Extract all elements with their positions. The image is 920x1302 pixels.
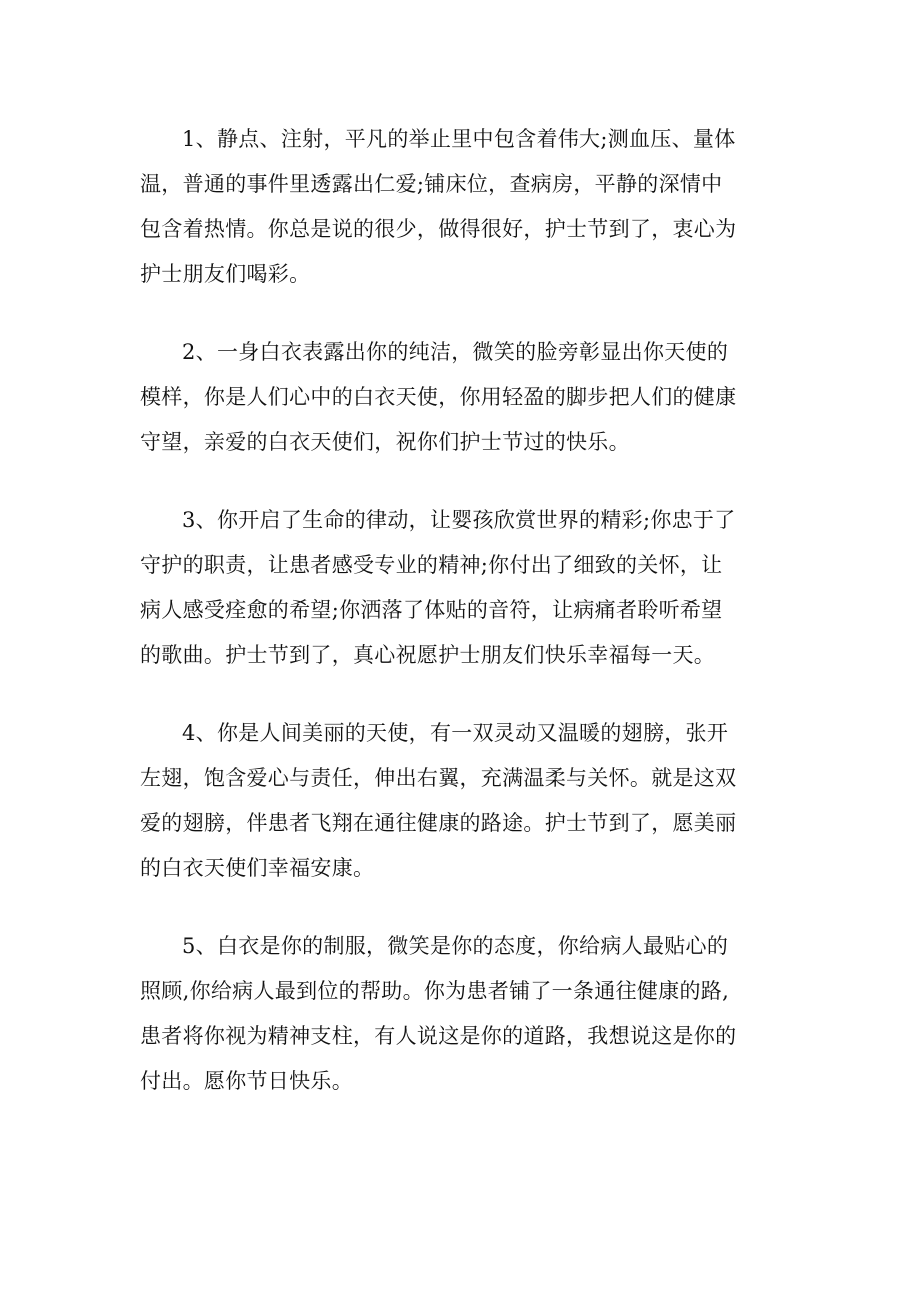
paragraph-3: [140, 498, 780, 678]
document-body: [140, 117, 780, 1137]
paragraph-line: 守望，亲爱的白衣天使们，祝你们护士节过的快乐。: [140, 430, 630, 454]
paragraph-line: 患者将你视为精神支柱，有人说这是你的道路，我想说这是你的: [140, 1024, 737, 1048]
paragraph-5: [140, 924, 780, 1104]
paragraph-line: 5、白衣是你的制服，微笑是你的态度，你给病人最贴心的: [182, 934, 729, 958]
paragraph-line: 的歌曲。护士节到了，真心祝愿护士朋友们快乐幸福每一天。: [140, 643, 716, 667]
paragraph-line: 的白衣天使们幸福安康。: [140, 856, 375, 880]
paragraph-2: [140, 330, 780, 465]
paragraph-line: 护士朋友们喝彩。: [140, 262, 311, 286]
paragraph-line: 1、静点、注射，平凡的举止里中包含着伟大;测血压、量体: [182, 127, 736, 151]
paragraph-line: 4、你是人间美丽的天使，有一双灵动又温暖的翅膀，张开: [182, 721, 729, 745]
paragraph-line: 病人感受痊愈的希望;你洒落了体贴的音符，让病痛者聆听希望: [140, 598, 723, 622]
paragraph-line: 包含着热情。你总是说的很少，做得很好，护士节到了，衷心为: [140, 217, 737, 241]
paragraph-line: 付出。愿你节日快乐。: [140, 1069, 353, 1093]
paragraph-4: [140, 711, 780, 891]
paragraph-line: 爱的翅膀，伴患者飞翔在通往健康的路途。护士节到了，愿美丽: [140, 811, 737, 835]
paragraph-line: 2、一身白衣表露出你的纯洁，微笑的脸旁彰显出你天使的: [182, 340, 729, 364]
paragraph-1: [140, 117, 780, 297]
paragraph-line: 照顾,你给病人最到位的帮助。你为患者铺了一条通往健康的路,: [140, 979, 730, 1003]
paragraph-line: 守护的职责，让患者感受专业的精神;你付出了细致的关怀，让: [140, 553, 723, 577]
paragraph-line: 温，普通的事件里透露出仁爱;铺床位，查病房，平静的深情中: [140, 172, 723, 196]
paragraph-line: 左翅，饱含爱心与责任，伸出右翼，充满温柔与关怀。就是这双: [140, 766, 737, 790]
paragraph-line: 模样，你是人们心中的白衣天使，你用轻盈的脚步把人们的健康: [140, 385, 737, 409]
paragraph-line: 3、你开启了生命的律动，让婴孩欣赏世界的精彩;你忠于了: [182, 508, 736, 532]
